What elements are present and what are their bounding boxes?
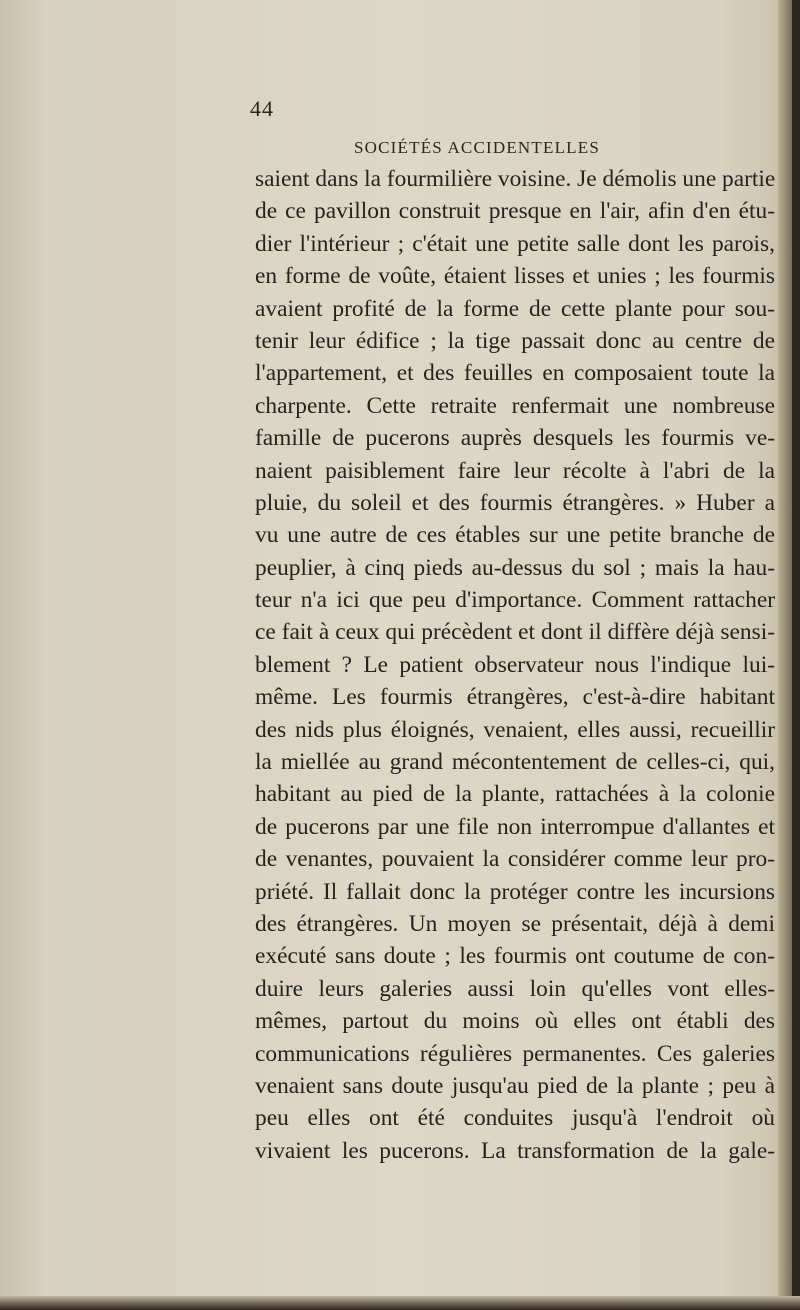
text-line: la miellée au grand mécontentement de celles-ci, qui, — [255, 749, 775, 776]
text-line: habitant au pied de la plante, rattachées à la colonie — [255, 781, 775, 808]
text-line: avaient profité de la forme de cette plante pour sou- — [255, 295, 775, 322]
text-line: même. Les fourmis étrangères, c'est-à-dire habitant — [255, 684, 775, 711]
text-line: ce fait à ceux qui précèdent et dont il diffère déjà sensi- — [255, 619, 775, 646]
text-line: saient dans la fourmilière voisine. Je démolis une partie — [255, 166, 776, 192]
text-line: vu une autre de ces étables sur une petite branche de — [255, 522, 775, 549]
text-line: naient paisiblement faire leur récolte à l'abri de la — [255, 457, 775, 484]
text-line: peuplier, à cinq pieds au-dessus du sol ; mais la hau- — [255, 554, 775, 581]
text-line: duire leurs galeries aussi loin qu'elles vont elles- — [255, 975, 775, 1002]
text-line: des étrangères. Un moyen se présentait, déjà à demi — [255, 910, 775, 937]
text-line: communications régulières permanentes. Ces galeries — [255, 1040, 775, 1067]
running-head: SOCIÉTÉS ACCIDENTELLES — [354, 138, 600, 157]
text-line: peu elles ont été conduites jusqu'à l'endroit où — [255, 1105, 775, 1132]
text-line: des nids plus éloignés, venaient, elles aussi, recueillir — [255, 716, 775, 743]
text-line: teur n'a ici que peu d'importance. Comment rattacher — [255, 587, 775, 614]
text-line: priété. Il fallait donc la protéger contre les incursions — [255, 878, 775, 905]
text-line: venaient sans doute jusqu'au pied de la plante ; peu à — [255, 1072, 775, 1099]
text-line: dier l'intérieur ; c'était une petite salle dont les parois, — [255, 230, 775, 257]
text-line: de pucerons par une file non interrompue d'allantes et — [255, 813, 775, 840]
text-line: blement ? Le patient observateur nous l'indique lui- — [255, 651, 775, 678]
page-bottom-edge — [0, 1296, 800, 1310]
text-line: mêmes, partout du moins où elles ont établi des — [255, 1008, 775, 1035]
body-text — [255, 163, 775, 1167]
text-line: de venantes, pouvaient la considérer comme leur pro- — [255, 846, 775, 873]
text-line: en forme de voûte, étaient lisses et unies ; les fourmis — [255, 263, 775, 290]
text-line: tenir leur édifice ; la tige passait donc au centre de — [255, 327, 775, 354]
text-line: famille de pucerons auprès desquels les fourmis ve- — [255, 425, 775, 452]
text-line: vivaient les pucerons. La transformation de la gale- — [255, 1137, 775, 1164]
page-number: 44 — [250, 96, 274, 121]
text-line: l'appartement, et des feuilles en composaient toute la — [255, 360, 775, 387]
text-line: charpente. Cette retraite renfermait une nombreuse — [255, 392, 775, 419]
text-line: pluie, du soleil et des fourmis étrangères. » Huber a — [255, 489, 775, 516]
text-line: de ce pavillon construit presque en l'air, afin d'en étu- — [255, 198, 775, 225]
text-line: exécuté sans doute ; les fourmis ont coutume de con- — [255, 943, 775, 970]
page-edge-binding — [792, 0, 800, 1310]
